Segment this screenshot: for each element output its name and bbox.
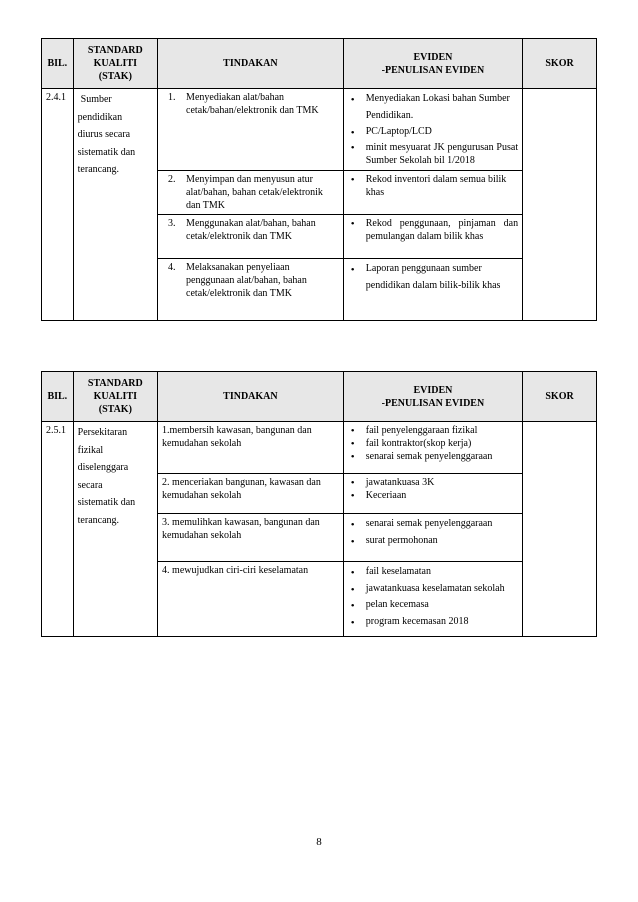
header-standard-line: (STAK) xyxy=(98,404,132,415)
tindakan-number: 2. xyxy=(168,174,176,185)
standard-table-2-5-1 xyxy=(41,371,597,637)
tindakan-cell xyxy=(158,259,344,321)
header-tindakan: TINDAKAN xyxy=(158,372,344,422)
header-eviden xyxy=(343,39,522,89)
standard-line: Sumber xyxy=(80,94,112,105)
eviden-cell xyxy=(343,562,522,637)
standard-line: terancang. xyxy=(77,514,120,526)
tindakan-number: 4. xyxy=(168,262,176,273)
standard-line: fizikal xyxy=(77,444,104,456)
header-standard-line: (STAK) xyxy=(98,71,132,82)
bil-cell: 2.5.1 xyxy=(42,422,74,637)
page-number: 8 xyxy=(316,836,322,848)
header-eviden xyxy=(343,372,522,422)
eviden-cell xyxy=(343,171,522,215)
eviden-cell xyxy=(343,259,522,321)
eviden-item: • fail keselamatan xyxy=(348,564,518,581)
eviden-item: • jawatankuasa 3K xyxy=(348,476,518,489)
tindakan-cell: 2. menceriakan bangunan, kawasan dan kemudahan sekolah xyxy=(158,474,344,514)
header-skor: SKOR xyxy=(523,372,597,422)
bil-cell: 2.4.1 xyxy=(42,89,74,321)
tindakan-number: 1. xyxy=(168,92,176,103)
tindakan-cell xyxy=(158,171,344,215)
tindakan-cell xyxy=(158,215,344,259)
header-eviden-line: -PENULISAN EVIDEN xyxy=(381,64,485,76)
header-eviden-line: EVIDEN xyxy=(413,51,453,63)
eviden-item: • PC/Laptop/LCD xyxy=(348,124,518,141)
tindakan-text: Melaksanakan penyeliaan penggunaan alat/bahan, bahan cetak/elektronik dan TMK xyxy=(186,262,307,299)
standard-line: pendidikan xyxy=(77,111,123,123)
eviden-item: • Menyediakan Lokasi bahan Sumber Pendidikan. xyxy=(348,91,518,124)
eviden-item: • fail kontraktor(skop kerja) xyxy=(348,437,518,450)
eviden-item: • pelan kecemasa xyxy=(348,597,518,614)
eviden-item: • senarai semak penyelenggaraan xyxy=(348,450,518,463)
eviden-item: • program kecemasan 2018 xyxy=(348,614,518,631)
tindakan-number: 3. xyxy=(168,218,176,229)
eviden-cell xyxy=(343,89,522,171)
standard-line: diselenggara xyxy=(77,462,129,473)
header-tindakan: TINDAKAN xyxy=(158,39,344,89)
header-bil: BIL. xyxy=(42,39,74,89)
skor-cell xyxy=(523,422,597,637)
standard-table-2-4-1 xyxy=(41,38,597,321)
standard-line: diurus secara xyxy=(77,129,131,140)
eviden-item: • minit mesyuarat JK pengurusan Pusat Sumber Sekolah bil 1/2018 xyxy=(348,141,518,167)
standard-line: secara xyxy=(77,479,103,491)
eviden-item: • Rekod inventori dalam semua bilik khas xyxy=(348,173,518,199)
table-header-row xyxy=(42,39,597,89)
tindakan-cell: 4. mewujudkan ciri-ciri keselamatan xyxy=(158,562,344,637)
tindakan-text: Menggunakan alat/bahan, bahan cetak/elektronik dan TMK xyxy=(186,218,316,242)
eviden-cell xyxy=(343,514,522,562)
header-eviden-line: -PENULISAN EVIDEN xyxy=(381,397,485,409)
table-row xyxy=(42,89,597,171)
header-eviden-line: EVIDEN xyxy=(413,384,453,396)
standard-line: sistematik dan xyxy=(77,497,136,508)
eviden-cell xyxy=(343,215,522,259)
eviden-item: • fail penyelenggaraan fizikal xyxy=(348,424,518,437)
header-standard-line: KUALITI xyxy=(93,391,138,402)
skor-cell xyxy=(523,89,597,321)
standard-line: sistematik dan xyxy=(77,146,136,158)
standard-line: terancang. xyxy=(77,164,120,175)
tindakan-text: Menyimpan dan menyusun atur alat/bahan, bahan cetak/elektronik dan TMK xyxy=(186,174,323,211)
header-skor: SKOR xyxy=(523,39,597,89)
tindakan-cell xyxy=(158,89,344,171)
header-standard-line: STANDARD xyxy=(87,45,143,56)
eviden-item: • senarai semak penyelenggaraan xyxy=(348,516,518,533)
header-standard xyxy=(73,39,157,89)
standard-cell xyxy=(73,422,157,637)
eviden-cell xyxy=(343,422,522,474)
eviden-item: • Keceriaan xyxy=(348,489,518,502)
tindakan-text: Menyediakan alat/bahan cetak/bahan/elektronik dan TMK xyxy=(186,92,319,116)
standard-line: Persekitaran xyxy=(77,427,128,438)
header-bil: BIL. xyxy=(42,372,74,422)
tindakan-cell: 3. memulihkan kawasan, bangunan dan kemudahan sekolah xyxy=(158,514,344,562)
eviden-cell xyxy=(343,474,522,514)
eviden-item: • Laporan penggunaan sumber pendidikan dalam bilik-bilik khas xyxy=(348,261,518,294)
table-header-row xyxy=(42,372,597,422)
header-standard-line: KUALITI xyxy=(93,58,138,69)
tindakan-cell: 1.membersih kawasan, bangunan dan kemudahan sekolah xyxy=(158,422,344,474)
eviden-item: • surat permohonan xyxy=(348,533,518,550)
header-standard xyxy=(73,372,157,422)
table-row xyxy=(42,422,597,474)
eviden-item: • jawatankuasa keselamatan sekolah xyxy=(348,581,518,598)
header-standard-line: STANDARD xyxy=(87,378,143,389)
standard-cell xyxy=(73,89,157,321)
eviden-item: • Rekod penggunaan, pinjaman dan pemulangan dalam bilik khas xyxy=(348,217,518,243)
